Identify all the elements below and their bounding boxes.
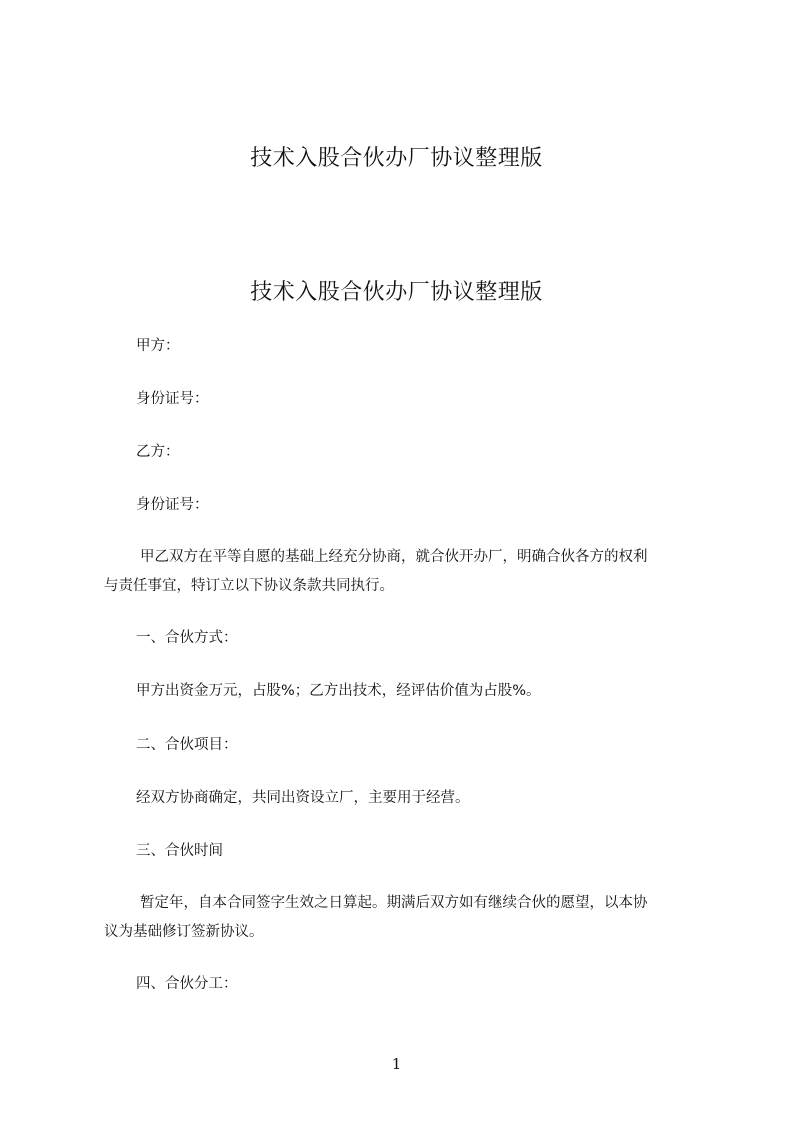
party-b-label: 乙方： xyxy=(136,444,180,460)
party-b-id-label: 身份证号： xyxy=(136,497,209,513)
section-3-heading: 三、合伙时间 xyxy=(136,843,223,859)
party-a-id-label: 身份证号： xyxy=(136,391,209,407)
section-3-line-2: 议为基础修订签新协议。 xyxy=(104,924,264,940)
section-3-line-1: 暂定年，自本合同签字生效之日算起。期满后双方如有继续合伙的愿望，以本协 xyxy=(140,895,648,911)
document-title-main: 技术入股合伙办厂协议整理版 xyxy=(250,280,543,305)
section-2-heading: 二、合伙项目： xyxy=(136,737,238,753)
intro-line-1: 甲乙双方在平等自愿的基础上经充分协商，就合伙开办厂，明确合伙各方的权利 xyxy=(140,549,648,565)
section-1-heading: 一、合伙方式： xyxy=(136,630,238,646)
party-a-label: 甲方： xyxy=(136,338,180,354)
intro-paragraph xyxy=(104,543,704,601)
document-title-top: 技术入股合伙办厂协议整理版 xyxy=(250,146,543,171)
section-2-body: 经双方协商确定，共同出资设立厂，主要用于经营。 xyxy=(136,790,470,806)
section-4-heading: 四、合伙分工： xyxy=(136,976,238,992)
intro-line-2: 与责任事宜，特订立以下协议条款共同执行。 xyxy=(104,578,394,594)
section-1-body: 甲方出资金万元，占股%；乙方出技术，经评估价值为占股%。 xyxy=(136,683,541,699)
section-3-paragraph xyxy=(104,889,704,947)
page-number: 1 xyxy=(391,1055,402,1073)
